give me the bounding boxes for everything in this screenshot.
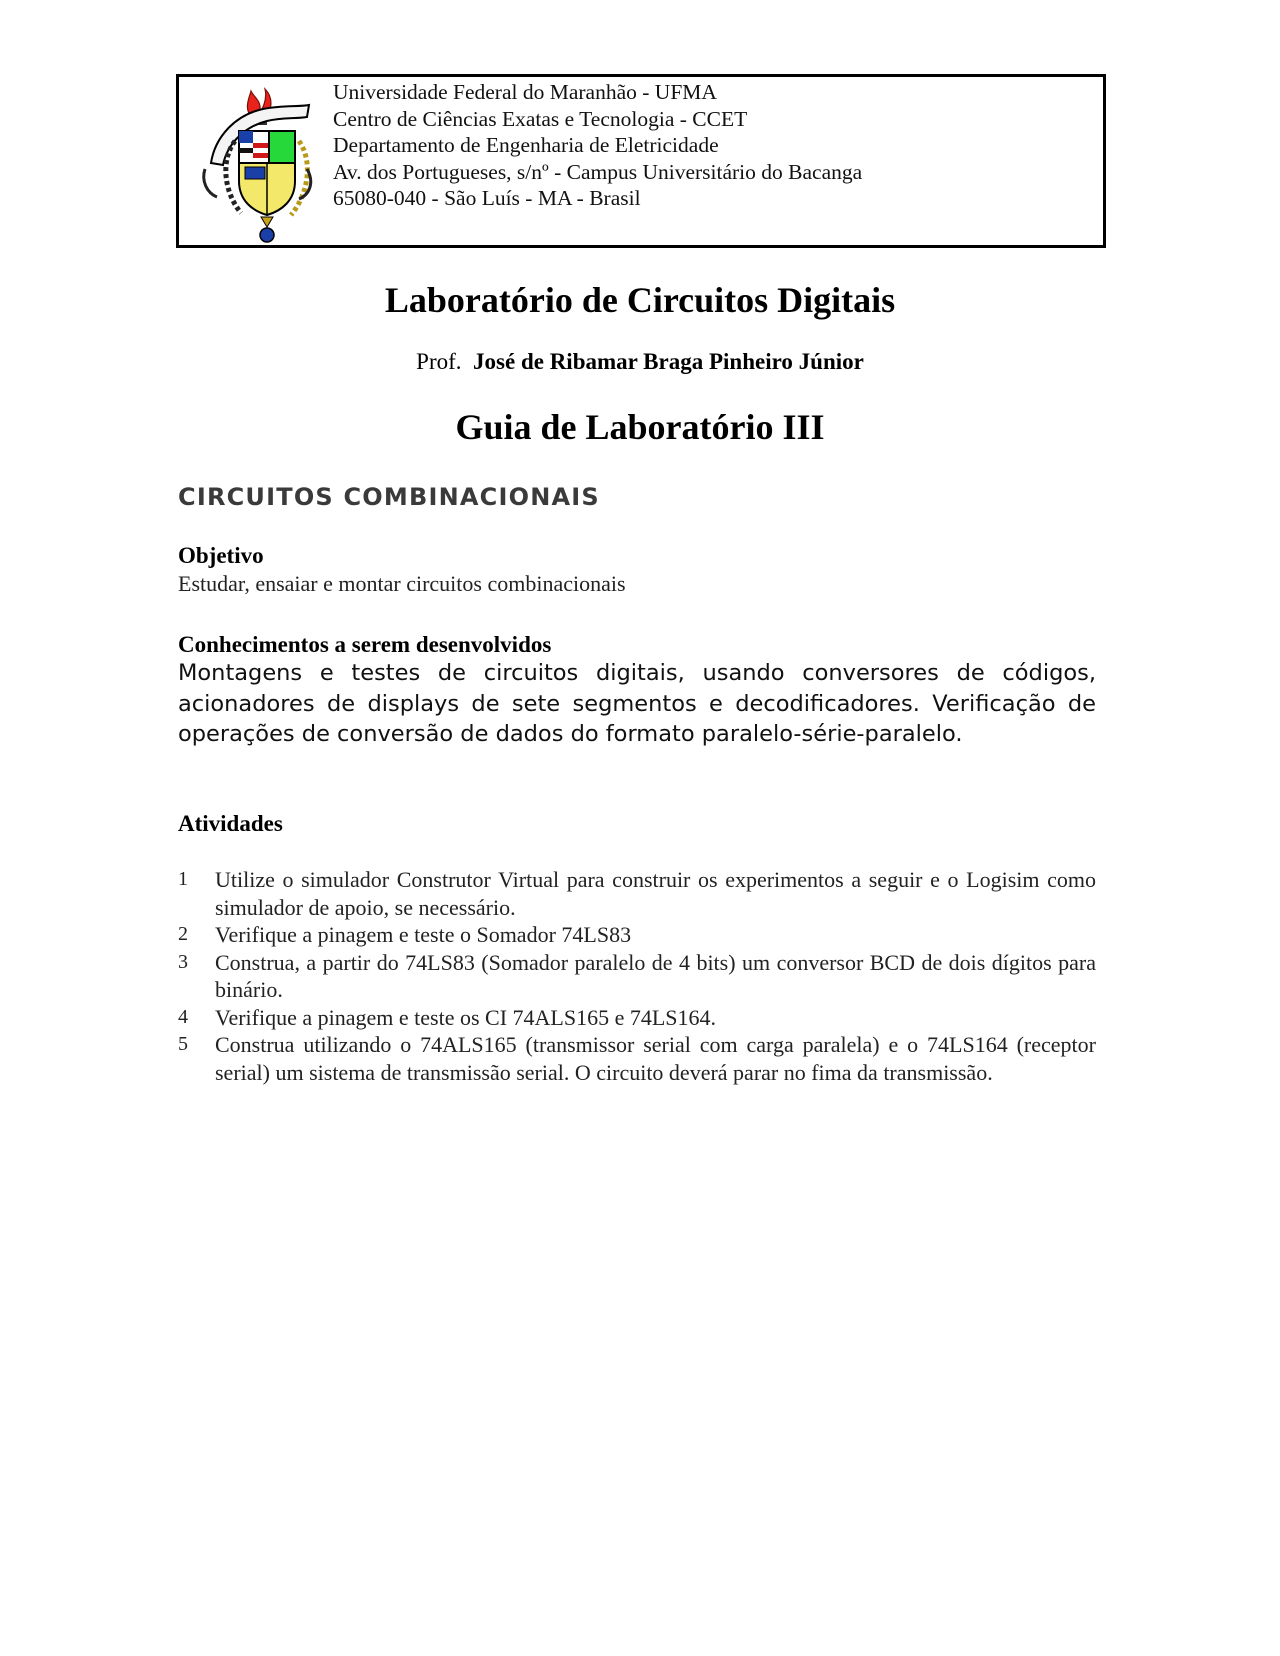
list-item-text: Verifique a pinagem e teste os CI 74ALS165 e 74LS164. [215,1004,717,1030]
header-line-city: 65080-040 - São Luís - MA - Brasil [333,186,641,210]
list-item-text: Construa utilizando o 74ALS165 (transmissor serial com carga paralela) e o 74LS164 (receptor serial) um sistema de transmissão serial. O circuito deverá parar no fima da transmissão. [215,1032,1096,1085]
knowledge-heading: Conhecimentos a serem desenvolvidos [178,632,552,657]
header-line-university: Universidade Federal do Maranhão - UFMA [333,80,717,104]
ufma-coat-of-arms-icon [191,85,321,245]
section-title: CIRCUITOS COMBINACIONAIS [178,483,600,511]
list-item-number: 3 [178,950,188,973]
header-line-department: Departamento de Engenharia de Eletricidade [333,133,719,157]
activities-list [178,866,1096,1086]
list-item-text: Construa, a partir do 74LS83 (Somador paralelo de 4 bits) um conversor BCD de dois dígitos para binário. [215,949,1096,1002]
institution-header [176,74,1106,248]
list-item-text: Utilize o simulador Construtor Virtual para construir os experimentos a seguir e o Logisim como simulador de apoio, se necessário. [215,867,1096,920]
professor-line [0,347,1280,377]
header-line-center: Centro de Ciências Exatas e Tecnologia - CCET [333,106,748,131]
objective-text: Estudar, ensaiar e montar circuitos combinacionais [178,571,626,596]
course-title: Laboratório de Circuitos Digitais [384,280,896,320]
list-item [178,921,1096,949]
objective-heading: Objetivo [178,543,264,568]
professor-prefix: Prof. [416,349,462,374]
list-item [178,949,1096,1004]
list-item-number: 5 [178,1033,188,1055]
list-item-number: 2 [178,923,188,945]
guide-title: Guia de Laboratório III [455,407,825,447]
list-item [178,1004,1096,1032]
list-item-number: 1 [178,868,188,890]
list-item [178,1031,1096,1086]
activities-heading: Atividades [178,811,283,836]
header-address-lines [333,79,862,212]
professor-name: José de Ribamar Braga Pinheiro Júnior [473,349,864,374]
list-item [178,866,1096,921]
list-item-text: Verifique a pinagem e teste o Somador 74LS83 [215,922,632,947]
list-item-number: 4 [178,1005,188,1028]
header-line-address: Av. dos Portugueses, s/nº - Campus Universitário do Bacanga [333,159,863,184]
knowledge-text: Montagens e testes de circuitos digitais, usando conversores de códigos, acionadores de displays de sete segmentos e decodificadores. Verificação de operações de conversão de dados do formato paralelo-série-paralelo. [178,660,1096,747]
